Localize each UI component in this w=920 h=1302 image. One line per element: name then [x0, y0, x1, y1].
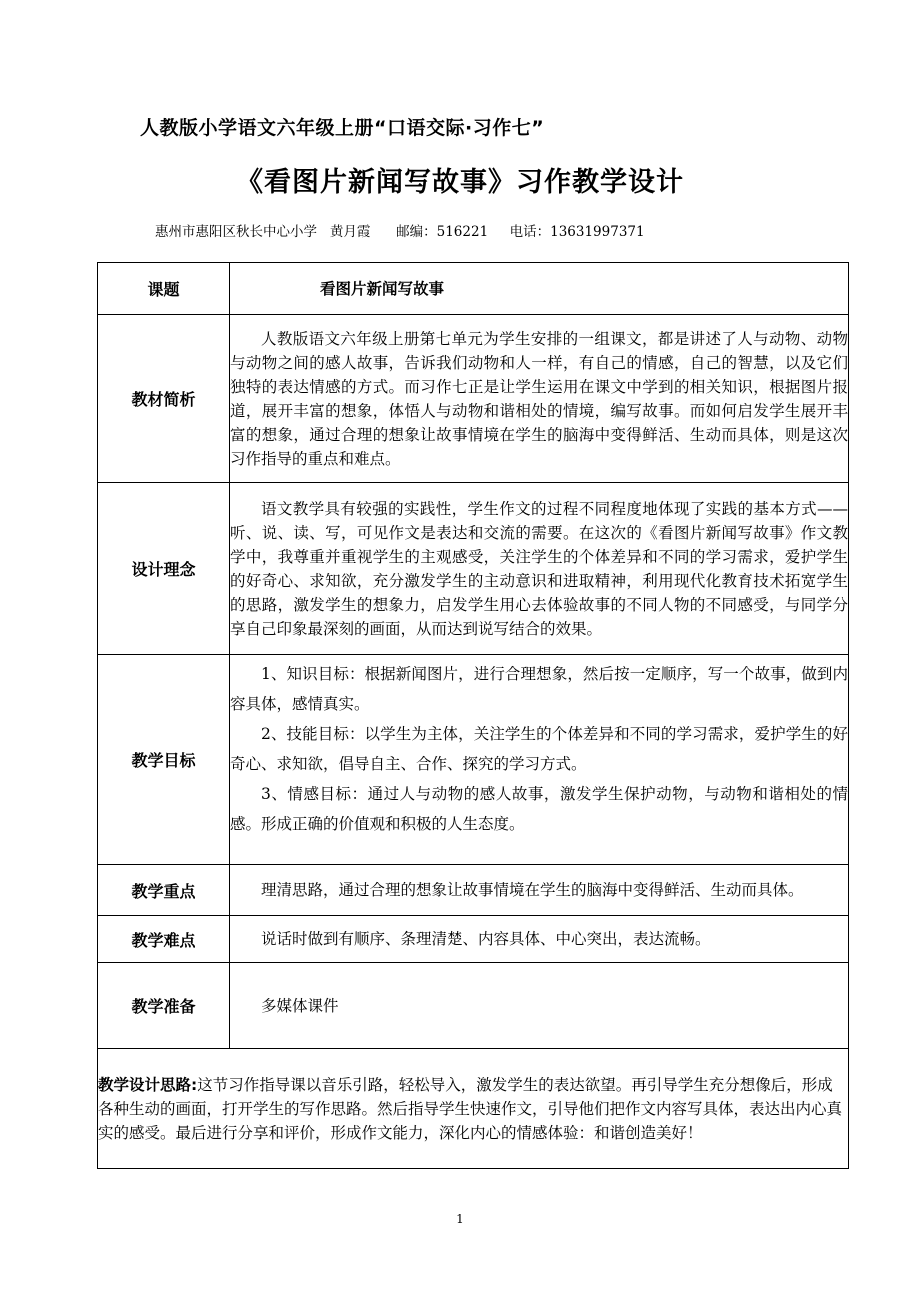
lesson-plan-table [97, 262, 849, 1169]
row-label-goals: 教学目标 [98, 655, 230, 865]
material-text: 人教版语文六年级上册第七单元为学生安排的一组课文，都是讲述了人与动物、动物与动物之间的感人故事，告诉我们动物和人一样，有自己的情感，自己的智慧，以及它们独特的表达情感的方式。而习作七正是让学生运用在课文中学到的相关知识，根据图片报道，展开丰富的想象，体悟人与动物和谐相处的情境，编写故事。而如何启发学生展开丰富的想象，通过合理的想象让故事情境在学生的脑海中变得鲜活、生动而具体，则是这次习作指导的重点和难点。 [230, 329, 848, 468]
table-row-philosophy [98, 483, 849, 655]
row-content-topic: 看图片新闻写故事 [230, 263, 849, 315]
table-row-topic [98, 263, 849, 315]
table-row-key-point [98, 865, 849, 916]
row-label-difficulty: 教学难点 [98, 916, 230, 963]
design-approach-cell [98, 1049, 849, 1169]
preparation-text: 多媒体课件 [261, 996, 339, 1015]
design-approach-text: 这节习作指导课以音乐引路，轻松导入，激发学生的表达欲望。再引导学生充分想像后，形成各种生动的画面，打开学生的写作思路。然后指导学生快速作文，引导他们把作文内容写具体，表达出内心真实的感受。最后进行分享和评价，形成作文能力，深化内心的情感体验：和谐创造美好！ [98, 1075, 843, 1142]
author-line: 惠州市惠阳区秋长中心小学 黄月霞 邮编：516221 电话：13631997371 [155, 224, 645, 240]
table-row-goals [98, 655, 849, 865]
design-approach-label: 教学设计思路: [98, 1075, 198, 1094]
page-number: 1 [456, 1212, 464, 1226]
row-content-material [230, 315, 849, 483]
key-point-text: 理清思路，通过合理的想象让故事情境在学生的脑海中变得鲜活、生动而具体。 [261, 881, 804, 899]
philosophy-text: 语文教学具有较强的实践性，学生作文的过程不同程度地体现了实践的基本方式——听、说、读、写，可见作文是表达和交流的需要。在这次的《看图片新闻写故事》作文教学中，我尊重并重视学生的主观感受，关注学生的个体差异和不同的学习需求，爱护学生的好奇心、求知欲，充分激发学生的主动意识和进取精神，利用现代化教育技术拓宽学生的思路，激发学生的想象力，启发学生用心去体验故事的不同人物的不同感受，与同学分享自己印象最深刻的画面，从而达到说写结合的效果。 [230, 499, 848, 638]
goal-skill: 2、技能目标：以学生为主体，关注学生的个体差异和不同的学习需求，爱护学生的好奇心、求知欲，倡导自主、合作、探究的学习方式。 [230, 725, 848, 773]
row-content-key-point [230, 865, 849, 916]
row-label-topic: 课题 [98, 263, 230, 315]
row-content-preparation [230, 963, 849, 1049]
row-label-philosophy: 设计理念 [98, 483, 230, 655]
row-content-philosophy [230, 483, 849, 655]
row-content-difficulty [230, 916, 849, 963]
table-row-preparation [98, 963, 849, 1049]
table-row-difficulty [98, 916, 849, 963]
document-title: 《看图片新闻写故事》习作教学设计 [236, 167, 684, 198]
goal-knowledge: 1、知识目标：根据新闻图片，进行合理想象，然后按一定顺序，写一个故事，做到内容具体，感情真实。 [230, 665, 848, 713]
table-row-design [98, 1049, 849, 1169]
row-label-preparation: 教学准备 [98, 963, 230, 1049]
document-subtitle: 人教版小学语文六年级上册“口语交际·习作七” [140, 117, 545, 139]
goal-emotion: 3、情感目标：通过人与动物的感人故事，激发学生保护动物，与动物和谐相处的情感。形成正确的价值观和积极的人生态度。 [230, 785, 848, 833]
row-label-material: 教材简析 [98, 315, 230, 483]
row-label-key-point: 教学重点 [98, 865, 230, 916]
difficulty-text: 说话时做到有顺序、条理清楚、内容具体、中心突出，表达流畅。 [261, 930, 711, 948]
table-row-material [98, 315, 849, 483]
row-content-goals [230, 655, 849, 865]
